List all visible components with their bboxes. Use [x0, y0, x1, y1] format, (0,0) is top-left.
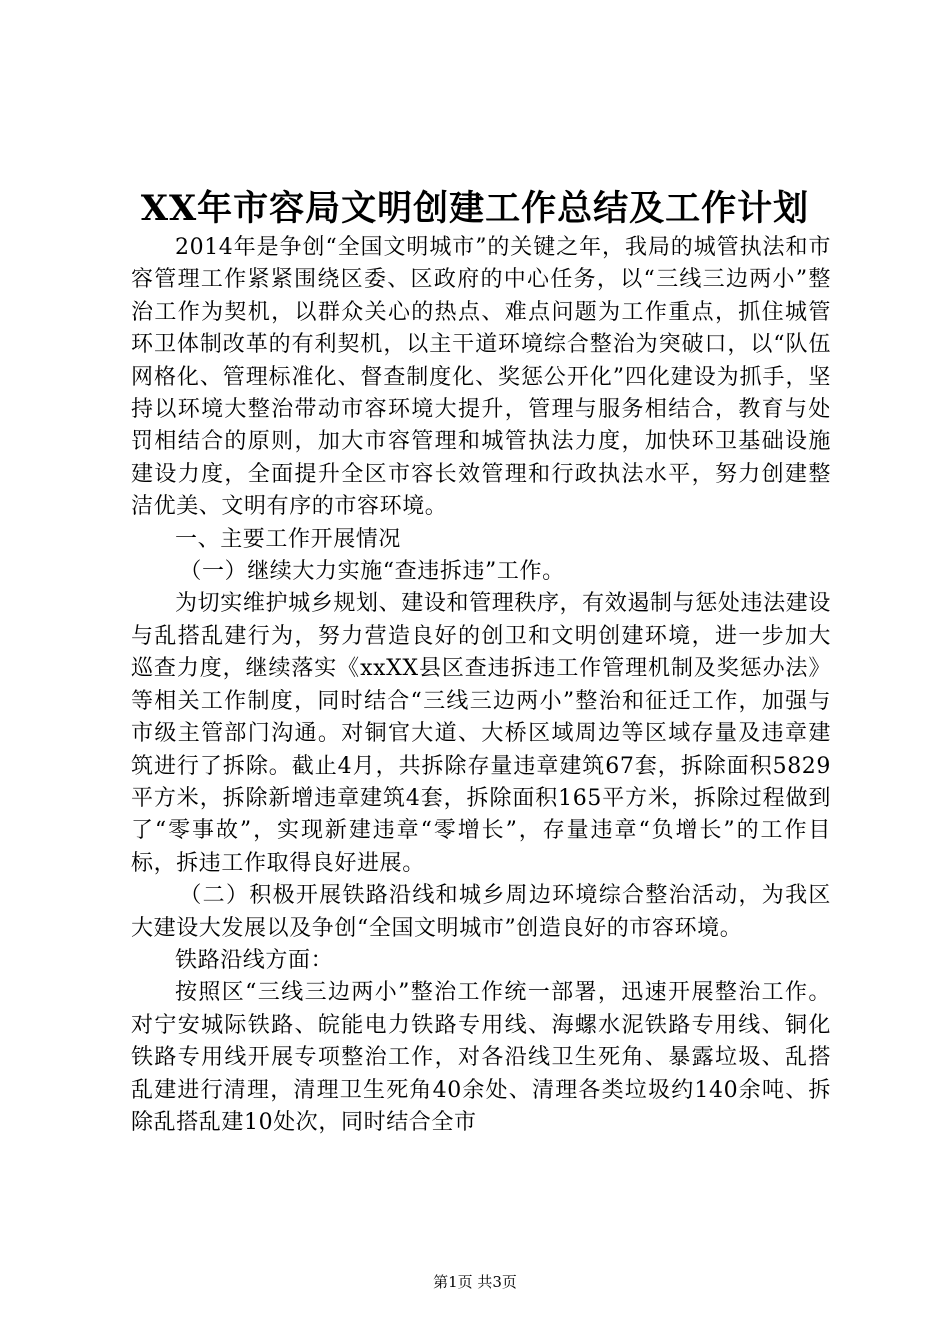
- section-1-heading: 一、主要工作开展情况: [175, 526, 402, 552]
- document-body: [131, 232, 831, 1139]
- railway-heading: 铁路沿线方面：: [175, 947, 334, 973]
- subsection-1-paragraph: 为切实维护城乡规划、建设和管理秩序，有效遏制与惩处违法建设与乱搭乱建行为，努力营造良好的创卫和文明创建环境，进一步加大巡查力度，继续落实《xxXX县区查违拆违工作管理机制及奖惩办法》等相关工作制度，同时结合“三线三边两小”整治和征迁工作，加强与市级主管部门沟通。对铜官大道、大桥区域周边等区域存量及违章建筑进行了拆除。截止4月，共拆除存量违章建筑67套，拆除面积5829平方米，拆除新增违章建筑4套，拆除面积165平方米，拆除过程做到了“零事故”，实现新建违章“零增长”，存量违章“负增长”的工作目标，拆违工作取得良好进展。: [131, 591, 831, 876]
- intro-paragraph: 2014年是争创“全国文明城市”的关键之年，我局的城管执法和市容管理工作紧紧围绕区委、区政府的中心任务，以“三线三边两小”整治工作为契机，以群众关心的热点、难点问题为工作重点，抓住城管环卫体制改革的有利契机，以主干道环境综合整治为突破口，以“队伍网格化、管理标准化、督查制度化、奖惩公开化”四化建设为抓手，坚持以环境大整治带动市容环境大提升，管理与服务相结合，教育与处罚相结合的原则，加大市容管理和城管执法力度，加快环卫基础设施建设力度，全面提升全区市容长效管理和行政执法水平，努力创建整洁优美、文明有序的市容环境。: [131, 235, 831, 520]
- page-footer: 第1页 共3页: [433, 1273, 517, 1291]
- subsection-1-heading: （一）继续大力实施“查违拆违”工作。: [179, 559, 565, 585]
- subsection-2-heading: （二）积极开展铁路沿线和城乡周边环境综合整治活动，为我区大建设大发展以及争创“全国文明城市”创造良好的市容环境。: [131, 883, 831, 941]
- railway-paragraph: 按照区“三线三边两小”整治工作统一部署，迅速开展整治工作。对宁安城际铁路、皖能电力铁路专用线、海螺水泥铁路专用线、铜化铁路专用线开展专项整治工作，对各沿线卫生死角、暴露垃圾、乱搭乱建进行清理，清理卫生死角40余处、清理各类垃圾约140余吨、拆除乱搭乱建10处次，同时结合全市: [131, 980, 831, 1135]
- document-title: XX年市容局文明创建工作总结及工作计划: [140, 188, 810, 229]
